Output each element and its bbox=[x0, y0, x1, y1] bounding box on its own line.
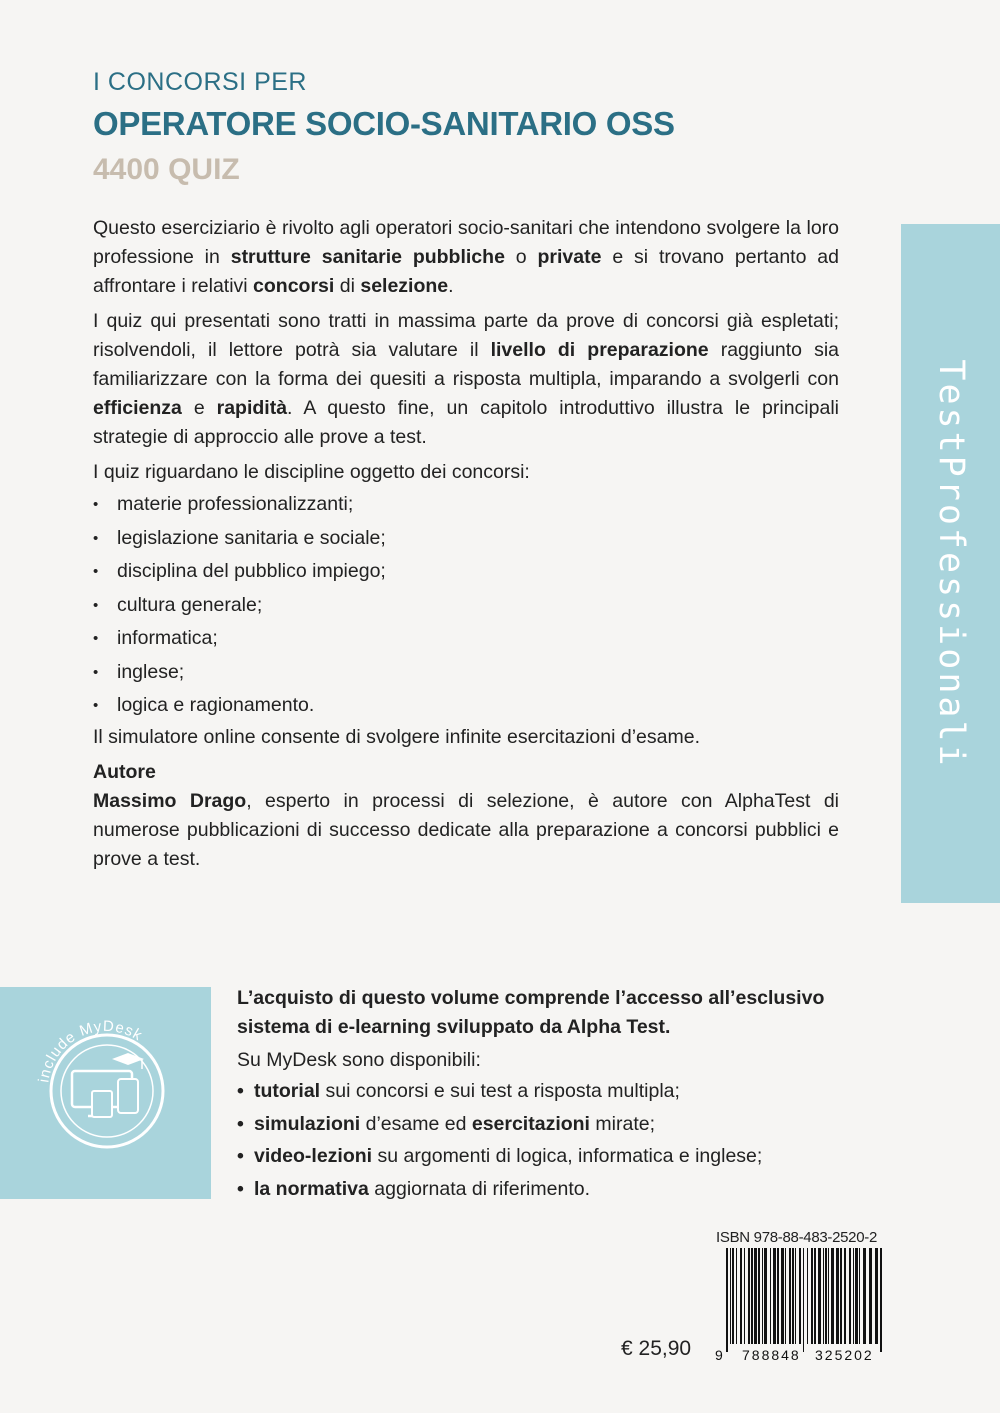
promo-available: Su MyDesk sono disponibili: bbox=[237, 1049, 481, 1071]
barcode-bar bbox=[825, 1248, 827, 1344]
barcode-bar bbox=[855, 1248, 858, 1344]
barcode-bar bbox=[785, 1248, 786, 1344]
barcode-bar bbox=[799, 1248, 801, 1344]
bold-run: selezione bbox=[360, 275, 449, 297]
series-label: I CONCORSI PER bbox=[93, 68, 307, 96]
list-item: • cultura generale; bbox=[93, 589, 839, 623]
promo-list bbox=[237, 1075, 877, 1205]
bold-run: rapidità bbox=[216, 397, 288, 419]
author-name: Massimo Drago bbox=[93, 789, 247, 812]
barcode bbox=[714, 1248, 896, 1364]
barcode-bar bbox=[726, 1248, 728, 1352]
barcode-bar bbox=[818, 1248, 821, 1344]
list-item: • disciplina del pubblico impiego; bbox=[93, 555, 839, 589]
barcode-digits-right: 325202 bbox=[815, 1347, 874, 1363]
barcode-bar bbox=[789, 1248, 791, 1344]
barcode-bar bbox=[859, 1248, 860, 1344]
badge-label: include MyDesk bbox=[35, 1017, 146, 1084]
text-run: raggiunto sia familiarizzare con la forma dei quesiti a risposta multipla, imparando a svolgerli con bbox=[93, 339, 839, 390]
barcode-bar bbox=[744, 1248, 745, 1344]
description bbox=[93, 214, 839, 874]
series-sidebar bbox=[901, 224, 1000, 903]
barcode-bar bbox=[777, 1248, 779, 1344]
barcode-digit-first: 9 bbox=[715, 1347, 723, 1363]
barcode-bar bbox=[831, 1248, 834, 1344]
book-title: OPERATORE SOCIO-SANITARIO OSS bbox=[93, 105, 675, 142]
barcode-bar bbox=[880, 1248, 882, 1352]
barcode-bar bbox=[751, 1248, 753, 1344]
simulator-paragraph: Il simulatore online consente di svolgere infinite esercitazioni d’esame. bbox=[93, 725, 700, 748]
list-item bbox=[237, 1140, 877, 1173]
barcode-bar bbox=[762, 1248, 763, 1344]
list-item: • legislazione sanitaria e sociale; bbox=[93, 522, 839, 556]
barcode-bar bbox=[773, 1248, 776, 1344]
author-paragraph bbox=[93, 787, 839, 874]
barcode-bar bbox=[754, 1248, 757, 1344]
text-run: Questo eserciziario è rivolto agli operatori socio-sanitari che intendono svolgere la loro professione in bbox=[93, 217, 839, 268]
bold-run: video-lezioni bbox=[254, 1145, 373, 1167]
bold-run: tutorial bbox=[254, 1080, 321, 1102]
disciplines-intro: I quiz riguardano le discipline oggetto dei concorsi: bbox=[93, 461, 530, 483]
text-run: di bbox=[334, 275, 361, 297]
barcode-bar bbox=[792, 1248, 794, 1344]
bold-run: concorsi bbox=[253, 275, 335, 297]
isbn-label: ISBN 978-88-483-2520-2 bbox=[716, 1229, 878, 1246]
barcode-bars bbox=[726, 1248, 882, 1352]
list-item: • materie professionalizzanti; bbox=[93, 488, 839, 522]
barcode-bar bbox=[814, 1248, 816, 1344]
barcode-bar bbox=[849, 1248, 851, 1344]
barcode-bar bbox=[828, 1248, 829, 1344]
bold-run: private bbox=[537, 246, 602, 268]
barcode-bar bbox=[875, 1248, 878, 1344]
barcode-bar bbox=[740, 1248, 742, 1344]
text-run: o bbox=[504, 246, 538, 268]
bold-run: strutture sanitarie pubbliche bbox=[230, 246, 505, 268]
price: € 25,90 bbox=[621, 1337, 692, 1360]
bold-run: esercitazioni bbox=[471, 1112, 590, 1135]
barcode-bar bbox=[795, 1248, 796, 1344]
barcode-bar bbox=[811, 1248, 813, 1344]
barcode-bar bbox=[770, 1248, 771, 1344]
bold-run: simulazioni bbox=[254, 1112, 361, 1135]
barcode-bar bbox=[803, 1248, 804, 1352]
book-subtitle: 4400 QUIZ bbox=[93, 153, 240, 186]
barcode-bar bbox=[869, 1248, 872, 1344]
intro-paragraph bbox=[93, 214, 839, 301]
list-item: • logica e ragionamento. bbox=[93, 689, 839, 723]
mydesk-badge bbox=[0, 987, 211, 1199]
author-bio: , esperto in processi di selezione, è autore con AlphaTest di numerose pubblicazioni di successo dedicate alla preparazione a concorsi pubblici e prove a test. bbox=[93, 789, 839, 870]
bold-run: efficienza bbox=[93, 397, 182, 419]
barcode-bar bbox=[863, 1248, 866, 1344]
text-run: sui concorsi e sui test a risposta multipla; bbox=[320, 1080, 680, 1102]
text-run: mirate; bbox=[589, 1112, 655, 1135]
list-item bbox=[237, 1108, 877, 1141]
barcode-bar bbox=[844, 1248, 846, 1344]
mydesk-icon bbox=[0, 987, 211, 1199]
mydesk-promo bbox=[237, 984, 877, 1205]
list-item bbox=[237, 1075, 877, 1108]
barcode-digits-left: 788848 bbox=[742, 1347, 801, 1363]
barcode-bar bbox=[748, 1248, 750, 1344]
barcode-bar bbox=[758, 1248, 760, 1344]
barcode-bar bbox=[736, 1248, 737, 1344]
barcode-bar bbox=[853, 1248, 854, 1344]
barcode-bar bbox=[781, 1248, 784, 1344]
list-item: • inglese; bbox=[93, 656, 839, 690]
list-item bbox=[237, 1173, 877, 1206]
barcode-bar bbox=[823, 1248, 824, 1344]
barcode-bar bbox=[764, 1248, 767, 1344]
barcode-bar bbox=[807, 1248, 808, 1344]
text-run: aggiornata di riferimento. bbox=[368, 1177, 591, 1200]
text-run: e bbox=[181, 397, 217, 419]
promo-lead: L’acquisto di questo volume comprende l’accesso all’esclusivo sistema di e-learning sviluppato da Alpha Test. bbox=[237, 987, 825, 1038]
text-run: I quiz qui presentati sono tratti in massima parte da prove di concorsi già espletati; risolvendoli, il lettore potrà sia valutare il bbox=[93, 310, 839, 361]
barcode-bar bbox=[732, 1248, 734, 1344]
text-run: . A questo fine, un capitolo introduttivo illustra le principali strategie di approccio alle prove a test. bbox=[93, 397, 839, 448]
bold-run: livello di preparazione bbox=[490, 339, 709, 361]
text-run: d’esame ed bbox=[360, 1112, 472, 1135]
quiz-paragraph bbox=[93, 307, 839, 452]
barcode-bar bbox=[840, 1248, 842, 1344]
bold-run: la normativa bbox=[254, 1177, 369, 1200]
sidebar-label: TestProfessionali bbox=[930, 358, 971, 769]
barcode-bar bbox=[836, 1248, 839, 1344]
disciplines-list bbox=[93, 488, 839, 723]
barcode-bar bbox=[730, 1248, 731, 1344]
text-run: e si trovano pertanto ad affrontare i relativi bbox=[93, 246, 839, 297]
author-heading: Autore bbox=[93, 760, 156, 783]
text-run: su argomenti di logica, informatica e inglese; bbox=[372, 1145, 763, 1167]
list-item: • informatica; bbox=[93, 622, 839, 656]
text-run: . bbox=[448, 275, 454, 297]
